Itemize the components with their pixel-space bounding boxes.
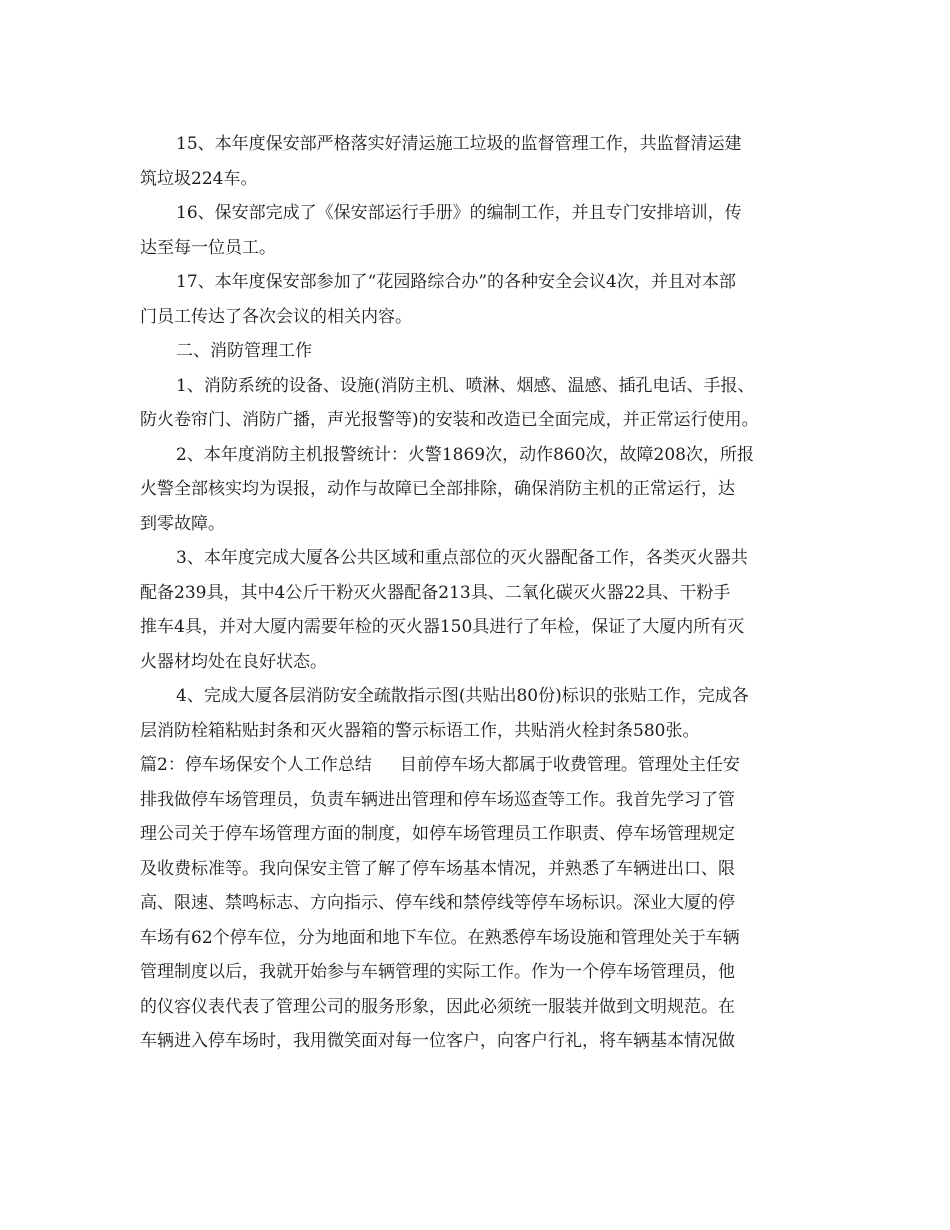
paragraph-line: 15、本年度保安部严格落实好清运施工垃圾的监督管理工作，共监督清运建 bbox=[176, 134, 742, 154]
paragraph-line: 车辆进入停车场时，我用微笑面对每一位客户，向客户行礼，将车辆基本情况做 bbox=[140, 1031, 735, 1051]
paragraph-line: 的仪容仪表代表了管理公司的服务形象，因此必须统一服装并做到文明规范。在 bbox=[140, 996, 735, 1017]
paragraph-line: 火警全部核实均为误报，动作与故障已全部排除，确保消防主机的正常运行，达 bbox=[140, 479, 735, 499]
paragraph-line: 3、本年度完成大厦各公共区域和重点部位的灭火器配备工作，各类灭火器共 bbox=[176, 548, 748, 568]
paragraph-line: 到零故障。 bbox=[140, 513, 225, 534]
paragraph-line: 管理制度以后，我就开始参与车辆管理的实际工作。作为一个停车场管理员，他 bbox=[140, 962, 735, 982]
section-heading: 二、消防管理工作 bbox=[176, 341, 312, 361]
paragraph-line: 1、消防系统的设备、设施(消防主机、喷淋、烟感、温感、插孔电话、手报、 bbox=[176, 375, 755, 396]
paragraph-line: 理公司关于停车场管理方面的制度，如停车场管理员工作职责、停车场管理规定 bbox=[140, 824, 735, 844]
paragraph-line: 火器材均处在良好状态。 bbox=[140, 651, 327, 672]
paragraph-line: 17、本年度保安部参加了“花园路综合办”的各种安全会议4次，并且对本部 bbox=[176, 272, 736, 292]
paragraph-line: 门员工传达了各次会议的相关内容。 bbox=[140, 306, 412, 327]
paragraph-line: 及收费标准等。我向保安主管了解了停车场基本情况，并熟悉了车辆进出口、限 bbox=[140, 858, 735, 879]
section2-first-line bbox=[140, 748, 815, 783]
document-body bbox=[140, 127, 815, 1059]
paragraph-line: 车场有62个停车位，分为地面和地下车位。在熟悉停车场设施和管理处关于车辆 bbox=[140, 927, 740, 948]
paragraph-line: 4、完成大厦各层消防安全疏散指示图(共贴出80份)标识的张贴工作，完成各 bbox=[176, 686, 749, 706]
section2-heading: 篇2：停车场保安个人工作总结 bbox=[140, 755, 372, 775]
paragraph-line: 防火卷帘门、消防广播，声光报警等)的安装和改造已全面完成，并正常运行使用。 bbox=[140, 410, 759, 430]
paragraph-line: 配备239具，其中4公斤干粉灭火器配备213具、二氧化碳灭火器22具、干粉手 bbox=[140, 582, 731, 603]
section2-first-line-text: 目前停车场大都属于收费管理。管理处主任安 bbox=[399, 755, 740, 775]
paragraph-line: 达至每一位员工。 bbox=[140, 237, 276, 258]
paragraph-line: 推车4具，并对大厦内需要年检的灭火器150具进行了年检，保证了大厦内所有灭 bbox=[140, 617, 745, 637]
paragraph-line: 16、保安部完成了《保安部运行手册》的编制工作，并且专门安排培训，传 bbox=[176, 203, 742, 223]
paragraph-line: 高、限速、禁鸣标志、方向指示、停车线和禁停线等停车场标识。深业大厦的停 bbox=[140, 893, 735, 913]
paragraph-line: 排我做停车场管理员，负责车辆进出管理和停车场巡查等工作。我首先学习了管 bbox=[140, 789, 735, 810]
paragraph-line: 筑垃圾224车。 bbox=[140, 168, 258, 189]
paragraph-line: 2、本年度消防主机报警统计：火警1869次，动作860次，故障208次，所报 bbox=[176, 444, 754, 465]
paragraph-line: 层消防栓箱粘贴封条和灭火器箱的警示标语工作，共贴消火栓封条580张。 bbox=[140, 720, 700, 741]
